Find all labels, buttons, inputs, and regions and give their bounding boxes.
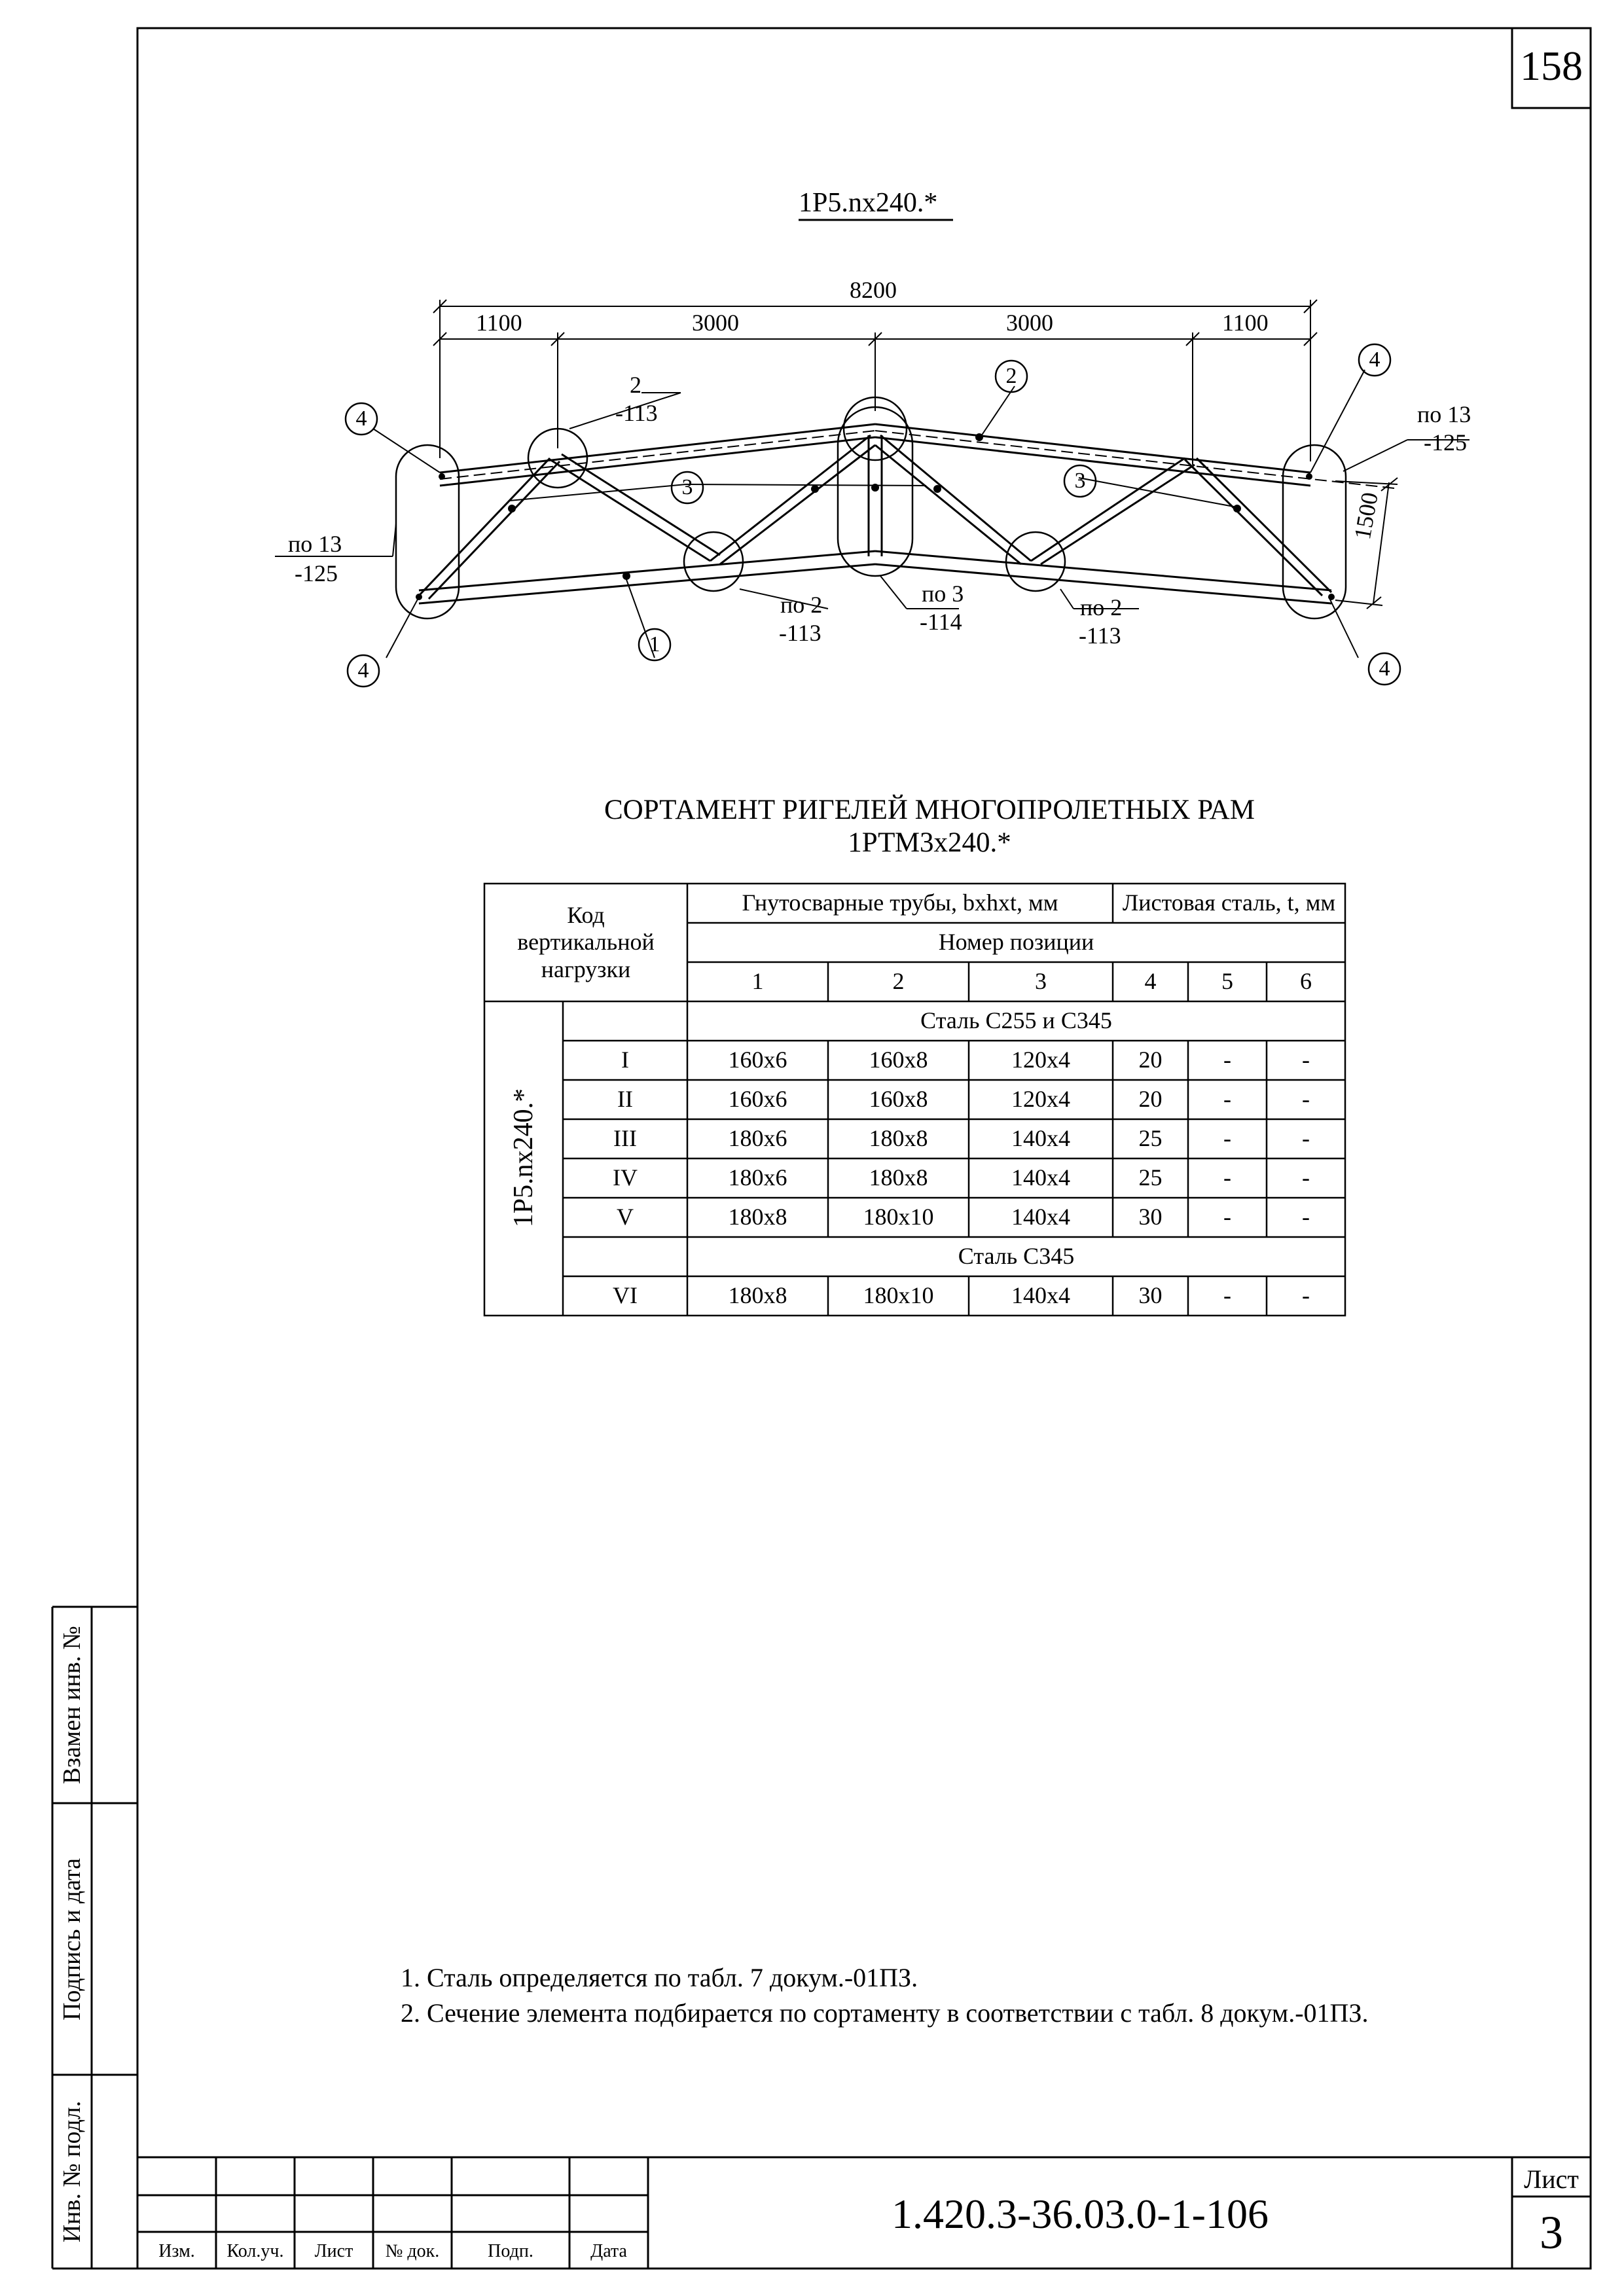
label-bot-po3: по 3: [922, 581, 964, 607]
group2-header: Листовая сталь, t, мм: [1122, 889, 1336, 916]
dim-height: 1500: [1348, 490, 1383, 542]
position-col-6: 6: [1300, 968, 1312, 995]
callout-4: 4: [1369, 348, 1380, 372]
row-cell: 160х6: [728, 1047, 787, 1073]
code-header: Код вертикальной нагрузки: [517, 901, 655, 982]
position-col-5: 5: [1221, 968, 1233, 995]
label-right-125: -125: [1424, 429, 1467, 456]
tb-podp: Подп.: [488, 2241, 533, 2261]
row-cell: 180х8: [728, 1204, 787, 1230]
row-cell: -: [1223, 1282, 1231, 1309]
side-stamp-vzamen: Взамен инв. №: [58, 1626, 86, 1784]
tb-data: Дата: [590, 2241, 627, 2261]
table-title-line2: 1РТМ3х240.*: [848, 827, 1011, 858]
note-2: 2. Сечение элемента подбирается по сортаменту в соответствии с табл. 8 докум.-01ПЗ.: [401, 1998, 1369, 2028]
row-cell: -: [1223, 1086, 1231, 1113]
sheet-number-top: 158: [1520, 43, 1583, 89]
row-cell: 20: [1138, 1047, 1163, 1073]
row-cell: -: [1223, 1125, 1231, 1152]
callout-3: 3: [681, 475, 693, 499]
doc-code: 1.420.3-36.03.0-1-106: [892, 2191, 1269, 2237]
row-cell: 30: [1138, 1282, 1163, 1309]
position-col-3: 3: [1035, 968, 1047, 995]
row-cell: 160х8: [869, 1086, 928, 1113]
row-code: II: [617, 1086, 633, 1113]
row-cell: -: [1302, 1164, 1310, 1191]
row-cell: 160х6: [728, 1086, 787, 1113]
row-cell: 20: [1138, 1086, 1163, 1113]
row-cell: 180х8: [869, 1164, 928, 1191]
row-code: III: [613, 1125, 637, 1152]
row-code: I: [621, 1047, 629, 1073]
row-cell: 180х10: [863, 1282, 934, 1309]
side-stamp-podpis: Подпись и дата: [58, 1857, 86, 2021]
row-cell: -: [1302, 1282, 1310, 1309]
label-left-125: -125: [295, 560, 338, 586]
note-1: 1. Сталь определяется по табл. 7 докум.-01ПЗ.: [401, 1963, 918, 1992]
section-steel-1: Сталь С255 и С345: [920, 1007, 1112, 1034]
tb-ndok: № док.: [385, 2241, 440, 2261]
sheet-label: Лист: [1524, 2164, 1579, 2194]
row-cell: 120х4: [1011, 1047, 1070, 1073]
label-right-po13: по 13: [1417, 401, 1471, 427]
row-cell: -: [1223, 1204, 1231, 1230]
label-top-left-2: 2: [630, 372, 641, 398]
position-col-1: 1: [751, 968, 764, 995]
label-bot-113-b: -113: [1079, 622, 1121, 649]
row-cell: -: [1302, 1047, 1310, 1073]
callout-3: 3: [1074, 469, 1086, 493]
row-cell: 140х4: [1011, 1164, 1070, 1191]
callout-4: 4: [357, 658, 369, 683]
dim-segment-1: 1100: [476, 310, 522, 336]
position-col-2: 2: [892, 968, 905, 995]
row-cell: -: [1302, 1204, 1310, 1230]
side-stamp-inv: Инв. № подл.: [58, 2100, 86, 2243]
position-header: Номер позиции: [938, 929, 1094, 956]
row-group-label: 1Р5.nх240.*: [509, 1088, 539, 1228]
table-title-line1: СОРТАМЕНТ РИГЕЛЕЙ МНОГОПРОЛЕТНЫХ РАМ: [604, 795, 1255, 825]
row-cell: 180х6: [728, 1125, 787, 1152]
position-col-4: 4: [1144, 968, 1157, 995]
row-cell: -: [1223, 1047, 1231, 1073]
label-bot-114: -114: [920, 609, 962, 635]
row-cell: 180х8: [728, 1282, 787, 1309]
row-cell: 160х8: [869, 1047, 928, 1073]
row-cell: 140х4: [1011, 1282, 1070, 1309]
label-top-left-113: -113: [615, 400, 658, 426]
row-cell: 120х4: [1011, 1086, 1070, 1113]
group1-header: Гнутосварные трубы, bхhхt, мм: [742, 889, 1058, 916]
row-cell: -: [1302, 1125, 1310, 1152]
sheet-no: 3: [1540, 2206, 1563, 2259]
dim-segment-2: 3000: [692, 310, 739, 336]
dim-segment-4: 1100: [1222, 310, 1269, 336]
row-cell: 140х4: [1011, 1204, 1070, 1230]
dim-total: 8200: [850, 277, 897, 303]
label-left-po13: по 13: [288, 531, 342, 557]
tb-kol: Кол.уч.: [226, 2241, 284, 2261]
label-bot-po2-b: по 2: [1080, 594, 1123, 620]
tb-izm: Изм.: [158, 2241, 195, 2261]
label-bot-po2-a: по 2: [780, 592, 823, 618]
row-cell: 180х10: [863, 1204, 934, 1230]
tb-list: Лист: [314, 2241, 353, 2261]
callout-4: 4: [1379, 656, 1390, 681]
row-cell: 180х8: [869, 1125, 928, 1152]
callout-2: 2: [1005, 364, 1017, 388]
row-cell: -: [1302, 1086, 1310, 1113]
row-code: IV: [613, 1164, 638, 1191]
row-cell: 180х6: [728, 1164, 787, 1191]
row-cell: 25: [1138, 1164, 1163, 1191]
row-code: VI: [613, 1282, 638, 1309]
callout-1: 1: [649, 632, 660, 656]
dim-segment-3: 3000: [1006, 310, 1053, 336]
section-steel-2: Сталь С345: [958, 1243, 1075, 1270]
label-bot-113-a: -113: [779, 620, 821, 646]
row-cell: 140х4: [1011, 1125, 1070, 1152]
callout-4: 4: [355, 406, 367, 431]
row-cell: -: [1223, 1164, 1231, 1191]
row-cell: 30: [1138, 1204, 1163, 1230]
row-code: V: [617, 1204, 634, 1230]
drawing-title: 1Р5.nх240.*: [799, 188, 938, 218]
row-cell: 25: [1138, 1125, 1163, 1152]
